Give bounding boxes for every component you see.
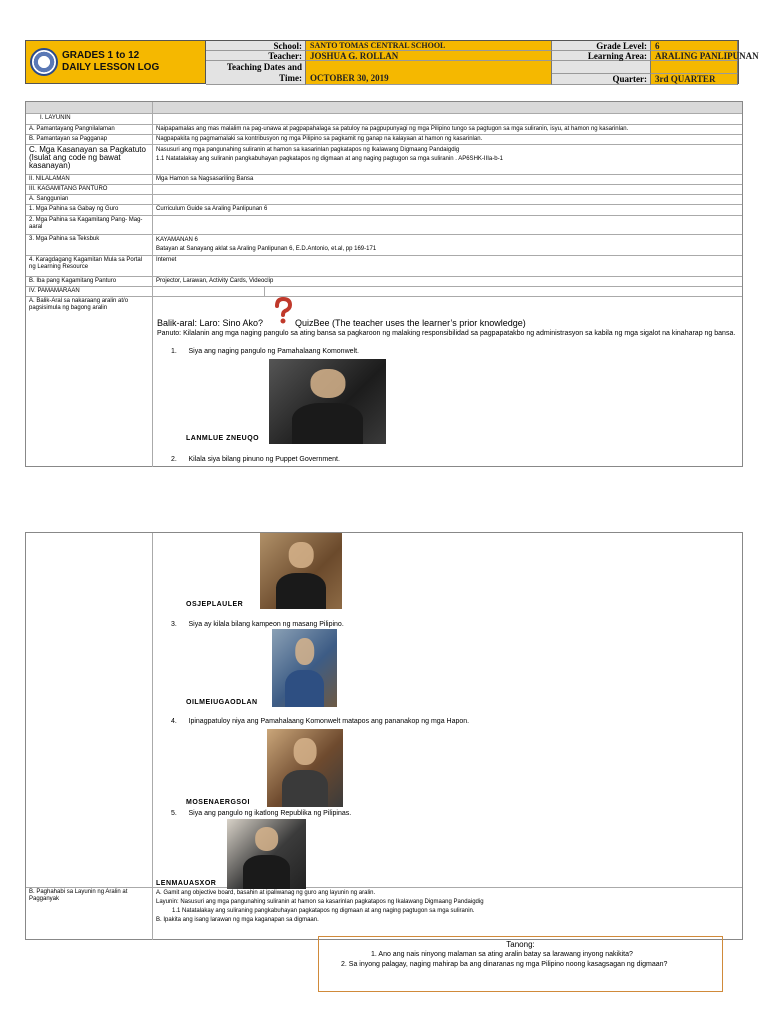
question-4-text: Ipinagpatuloy niya ang Pamahalaang Komonwelt matapos ang pananakop ng mga Hapon. <box>188 718 470 725</box>
question-3-text: Siya ay kilala bilang kampeon ng masang Pilipino. <box>188 621 344 628</box>
paghahabi-content <box>153 888 742 940</box>
balik-aral-row <box>26 297 742 467</box>
row-label: A. Sanggunian <box>26 195 153 204</box>
quarter-label: Quarter: <box>552 74 651 85</box>
row-label: III. KAGAMITANG PANTURO <box>26 185 153 194</box>
school-value: SANTO TOMAS CENTRAL SCHOOL <box>306 41 552 51</box>
photo-suit <box>282 770 328 807</box>
table-row <box>26 195 742 205</box>
row-content: Naipapamalas ang mas malalim na pag-unawa at pagpapahalaga sa patuloy na pagpupunyagi ng mga Pilipino tungo sa pagtugon sa mga suliranin, isyu, at hamon ng kasarinlan. <box>156 126 629 132</box>
photo-suit <box>292 403 362 444</box>
table-row <box>26 235 742 256</box>
anagram-5: LENMAUASXOR <box>156 880 217 887</box>
dates-label-line1: Teaching Dates and <box>226 61 302 72</box>
row-content <box>153 114 742 124</box>
table-row <box>26 135 742 145</box>
table-row <box>26 277 742 287</box>
question-3: 3. Siya ay kilala bilang kampeon ng masang Pilipino. <box>171 621 344 628</box>
table-row <box>26 114 742 125</box>
row-label: B. Pamantayan sa Pagganap <box>26 135 153 144</box>
row-label: II. NILALAMAN <box>26 175 153 184</box>
table-row <box>26 256 742 277</box>
row-content: Mga Hamon sa Nagsasariling Bansa <box>156 176 254 182</box>
row-content: Curriculum Guide sa Araling Panlipunan 6 <box>156 206 268 212</box>
table-row <box>26 145 742 175</box>
photo-suit <box>243 855 290 889</box>
title-line-1: GRADES 1 to 12 <box>62 50 140 61</box>
header-title-block <box>26 41 206 83</box>
anagram-2: OSJEPLAULER <box>186 601 244 608</box>
table-row <box>26 205 742 216</box>
paghahabi-row <box>26 888 742 940</box>
question-2-text: Kilala siya bilang pinuno ng Puppet Government. <box>188 456 340 463</box>
president-photo-5 <box>227 819 306 889</box>
anagram-1: LANMLUE ZNEUQO <box>186 435 260 442</box>
balik-aral-title: Balik-aral: Laro: Sino Ako? <box>157 318 264 328</box>
row-content <box>153 195 742 204</box>
row-label: A. Balik-Aral sa nakaraang aralin at/o pagsisimula ng bagong aralin <box>26 297 153 467</box>
photo-face <box>295 638 315 665</box>
row-content <box>153 287 742 296</box>
row-label: 2. Mga Pahina sa Kagamitang Pang- Mag-aaral <box>26 216 153 234</box>
photo-suit <box>285 670 324 707</box>
tanong-question-1: 1. Ano ang nais ninyong malaman sa ating aralin batay sa larawang inyong nakikita? <box>371 951 633 958</box>
question-2: 2. Kilala siya bilang pinuno ng Puppet Government. <box>171 456 340 463</box>
row-content <box>153 102 742 113</box>
paghahabi-line-3: 1.1 Natatalakay ang suliraning pangkabuhayan pagkatapos ng digmaan at ang naging pagtugon sa mga suliranin. <box>172 908 475 914</box>
header-title <box>62 50 159 74</box>
question-1-text: Siya ang naging pangulo ng Pamahalaang Komonwelt. <box>188 348 359 355</box>
table-row <box>26 287 742 297</box>
paghahabi-line-2: Layunin: Nasusuri ang mga pangunahing suliranin at hamon sa kasarinlan pagkatapos ng Ikalawang Digmaang Pandaigdig <box>156 899 484 905</box>
row-label-empty <box>26 533 153 887</box>
balik-aral-content <box>153 297 742 467</box>
row-content: Projector, Larawan, Activity Cards, Videoclip <box>156 278 274 284</box>
area-spacer <box>651 61 738 74</box>
section-layunin: I. LAYUNIN <box>26 114 153 124</box>
row-content <box>153 216 742 234</box>
panuto-text: Panuto: Kilalanin ang mga naging pangulo sa ating bansa sa pagkaroon ng malaking responsibilidad sa pagpapatakbo ng administrasyon sa kabila ng mga sigalot na kinaharap ng bansa. <box>157 330 736 337</box>
table-row <box>26 216 742 235</box>
row-content: Nagpapakita ng pagmamalaki sa kontribusyon ng mga Pilipino sa pagkamit ng ganap na kalayaan at hamon ng kasarinlan. <box>156 136 483 142</box>
teacher-value: JOSHUA G. ROLLAN <box>306 51 552 61</box>
photo-face <box>289 542 314 568</box>
row-label: 4. Karagdagang Kagamitan Mula sa Portal ng Learning Resource <box>26 256 153 276</box>
deped-seal-icon <box>30 48 58 76</box>
row-label: C. Mga Kasanayan sa Pagkatuto (Isulat ang code ng bawat kasanayan) <box>26 145 153 174</box>
dates-label <box>206 61 306 85</box>
header-info-grid <box>206 41 759 84</box>
table-row <box>26 185 742 195</box>
quizbee-note: QuizBee (The teacher uses the learner’s prior knowledge) <box>295 318 526 328</box>
photo-face <box>294 738 317 765</box>
question-5: 5. Siya ang pangulo ng ikatlong Republika ng Pilipinas. <box>171 810 352 817</box>
grade-value: 6 <box>651 41 738 51</box>
dates-value: OCTOBER 30, 2019 <box>306 61 552 85</box>
row-label: 1. Mga Pahina sa Gabay ng Guro <box>26 205 153 215</box>
quiz-continued-row <box>26 533 742 888</box>
table-row <box>26 125 742 135</box>
quarter-value: 3rd QUARTER <box>651 74 738 85</box>
title-line-2: DAILY LESSON LOG <box>62 62 160 73</box>
paghahabi-line-1: A. Gamit ang objective board, basahin at ipaliwanag ng guro ang layunin ng aralin. <box>156 890 376 896</box>
row-content: Nasusuri ang mga pangunahing suliranin at hamon sa kasarinlan pagkatapos ng Ikalawang Digmaang Pandaigdig 1.1 Natatalakay ang suliranin pangkabuhayan pagkatapos ng digmaan at ang naging pagtugon sa mga suliranin . AP6SHK-IIIa-b-1 <box>156 147 503 162</box>
row-label: IV. PAMAMARAAN <box>26 287 153 296</box>
anagram-4: MOSENAERGSOI <box>186 799 250 806</box>
row-label: B. Iba pang Kagamitang Panturo <box>26 277 153 286</box>
photo-suit <box>276 573 325 609</box>
quiz-continued-content <box>153 533 742 887</box>
area-label: Learning Area: <box>552 51 651 61</box>
president-photo-1 <box>269 359 386 444</box>
dates-label-line2: Time: <box>279 72 302 83</box>
lesson-log-header <box>25 40 759 84</box>
row-content: KAYAMANAN 6 Batayan at Sanayang aklat sa Araling Panlipunan 6, E.D.Antonio, et.al, pp 169-171 <box>156 237 377 252</box>
grade-label: Grade Level: <box>552 41 651 51</box>
grade-area-spacer <box>552 61 651 74</box>
row-label <box>26 102 153 113</box>
anagram-3: OILMEIUGAODLAN <box>186 699 258 706</box>
row-label: B. Paghahabi sa Layunin ng Aralin at Pagganyak <box>26 888 153 940</box>
paghahabi-line-4: B. Ipakita ang isang larawan ng mga kaganapan sa digmaan. <box>156 917 319 923</box>
teacher-label: Teacher: <box>206 51 306 61</box>
photo-face <box>310 369 345 398</box>
tanong-title: Tanong: <box>506 940 535 949</box>
school-label: School: <box>206 41 306 51</box>
area-value: ARALING PANLIPUNAN <box>651 51 738 61</box>
president-photo-4 <box>267 729 343 807</box>
question-1: 1. Siya ang naging pangulo ng Pamahalaang Komonwelt. <box>171 348 359 355</box>
tanong-question-2: 2. Sa inyong palagay, naging mahirap ba ang dinaranas ng mga Pilipino noong kasagsagan ng digmaan? <box>341 961 668 968</box>
tanong-box <box>318 936 723 992</box>
photo-face <box>255 827 279 851</box>
row-label: 3. Mga Pahina sa Teksbuk <box>26 235 153 255</box>
row-content-text <box>153 287 265 296</box>
table-row <box>26 175 742 185</box>
lesson-table-page1 <box>25 101 743 467</box>
lesson-table-page2 <box>25 532 743 940</box>
table-row <box>26 102 742 114</box>
question-mark-icon <box>271 297 295 325</box>
row-content: Internet <box>156 257 177 263</box>
president-photo-2 <box>260 533 342 609</box>
row-label: A. Pamantayang Pangnilalaman <box>26 125 153 134</box>
president-photo-3 <box>272 629 337 707</box>
question-5-text: Siya ang pangulo ng ikatlong Republika ng Pilipinas. <box>188 810 352 817</box>
question-4: 4. Ipinagpatuloy niya ang Pamahalaang Komonwelt matapos ang pananakop ng mga Hapon. <box>171 718 470 725</box>
row-content <box>153 185 742 194</box>
